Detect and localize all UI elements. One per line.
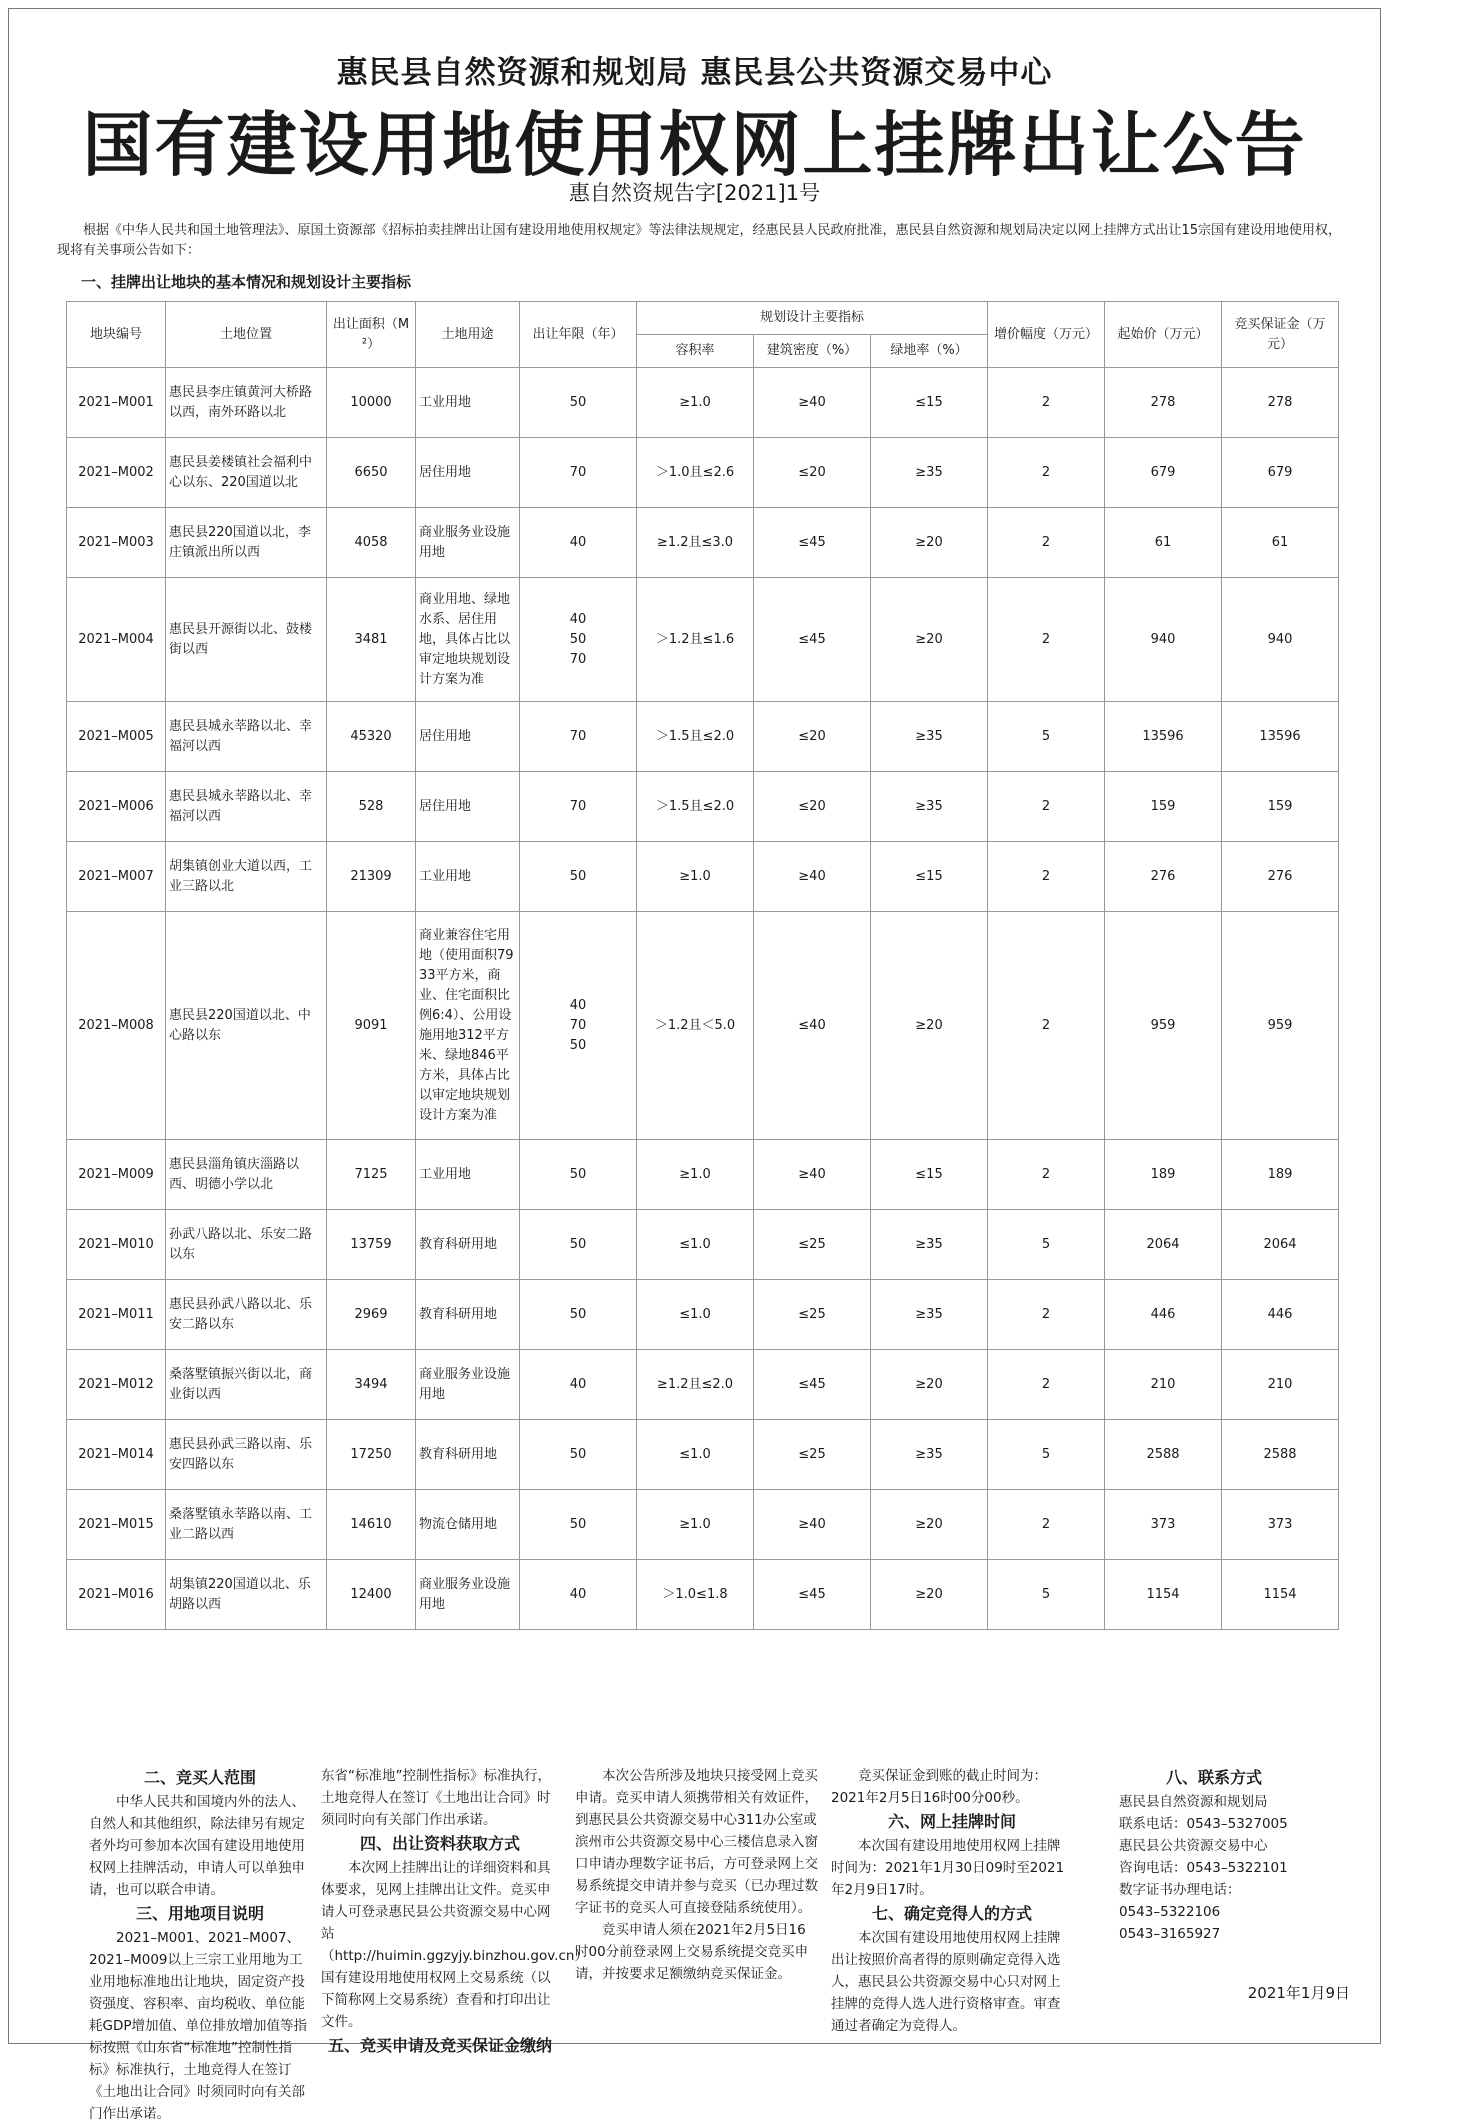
cell-green: ≥20: [871, 1490, 988, 1560]
cell-use: 工业用地: [416, 368, 520, 438]
contact-line: 惠民县公共资源交易中心: [1119, 1838, 1268, 1854]
cell-density: ≤45: [754, 1350, 871, 1420]
section-2-title: 二、竞买人范围: [143, 1768, 256, 1787]
cell-deposit: 959: [1222, 912, 1339, 1140]
cell-density: ≤20: [754, 772, 871, 842]
cell-start-price: 2588: [1105, 1420, 1222, 1490]
section-5-text-2: 竞买申请人须在2021年2月5日16时00分前登录网上交易系统提交竞买申请，并按要求足额缴纳竞买保证金。: [575, 1922, 809, 1982]
header-deposit: 竞买保证金（万元）: [1222, 302, 1339, 368]
cell-use: 商业服务业设施用地: [416, 1560, 520, 1630]
page-title: 国有建设用地使用权网上挂牌出让公告: [82, 104, 1307, 186]
cell-start-price: 446: [1105, 1280, 1222, 1350]
cell-increment: 2: [988, 1280, 1105, 1350]
cell-density: ≤25: [754, 1210, 871, 1280]
cell-use: 商业服务业设施用地: [416, 508, 520, 578]
cell-density: ≤45: [754, 508, 871, 578]
cell-id: 2021–M010: [67, 1210, 166, 1280]
cell-location: 惠民县孙武三路以南、乐安四路以东: [166, 1420, 327, 1490]
cell-deposit: 210: [1222, 1350, 1339, 1420]
cell-area: 10000: [327, 368, 416, 438]
cell-term: 40: [520, 1350, 637, 1420]
section-5-text-1: 本次公告所涉及地块只接受网上竞买申请。竞买申请人须携带相关有效证件，到惠民县公共资源交易中心311办公室或滨州市公共资源交易中心三楼信息录入窗口申请办理数字证书后，方可登录网上交易系统提交申请并参与竞买（已办理过数字证书的竞买人可直接登陆系统使用）。: [575, 1768, 818, 1916]
contact-line: 数字证书办理电话：: [1119, 1882, 1241, 1898]
column-1: [89, 1765, 311, 2122]
cell-term: 50: [520, 1280, 637, 1350]
cell-increment: 2: [988, 842, 1105, 912]
cell-id: 2021–M007: [67, 842, 166, 912]
cell-deposit: 2588: [1222, 1420, 1339, 1490]
cell-area: 2969: [327, 1280, 416, 1350]
cell-increment: 2: [988, 508, 1105, 578]
section-3-text-continued: 东省“标准地”控制性指标》标准执行，土地竞得人在签订《土地出让合同》时须同时向有关部门作出承诺。: [321, 1768, 551, 1828]
intro-paragraph: 根据《中华人民共和国土地管理法》、原国土资源部《招标拍卖挂牌出让国有建设用地使用权规定》等法律法规规定，经惠民县人民政府批准，惠民县自然资源和规划局决定以网上挂牌方式出让15宗国有建设用地使用权，现将有关事项公告如下：: [57, 223, 1342, 258]
cell-green: ≥35: [871, 1280, 988, 1350]
announcement-page: [8, 8, 1381, 2122]
table-row: [67, 1490, 1457, 1560]
cell-location: 惠民县城永莘路以北、幸福河以西: [166, 772, 327, 842]
header-increment: 增价幅度（万元）: [988, 302, 1105, 368]
cell-use: 工业用地: [416, 1140, 520, 1210]
cell-location: 孙武八路以北、乐安二路以东: [166, 1210, 327, 1280]
cell-area: 3481: [327, 578, 416, 702]
cell-increment: 5: [988, 1420, 1105, 1490]
cell-far: ≥1.0: [637, 842, 754, 912]
header-plan-group: 规划设计主要指标: [637, 302, 988, 335]
contact-list: [1089, 1791, 1339, 1945]
section-5-title: 五、竞买申请及竞买保证金缴纳: [327, 2036, 552, 2055]
cell-area: 45320: [327, 702, 416, 772]
cell-far: ≥1.0: [637, 1490, 754, 1560]
cell-location: 桑落墅镇永莘路以南、工业二路以西: [166, 1490, 327, 1560]
cell-id: 2021–M012: [67, 1350, 166, 1420]
cell-id: 2021–M008: [67, 912, 166, 1140]
cell-far: ＞1.5且≤2.0: [637, 702, 754, 772]
cell-start-price: 679: [1105, 438, 1222, 508]
cell-location: 惠民县220国道以北，李庄镇派出所以西: [166, 508, 327, 578]
cell-start-price: 159: [1105, 772, 1222, 842]
cell-density: ≤25: [754, 1280, 871, 1350]
table-row: [67, 508, 1457, 578]
cell-area: 13759: [327, 1210, 416, 1280]
cell-density: ≥40: [754, 1140, 871, 1210]
cell-deposit: 61: [1222, 508, 1339, 578]
cell-start-price: 2064: [1105, 1210, 1222, 1280]
cell-use: 教育科研用地: [416, 1210, 520, 1280]
cell-start-price: 373: [1105, 1490, 1222, 1560]
cell-green: ≥20: [871, 508, 988, 578]
table-row: [67, 1350, 1457, 1420]
header-use: 土地用途: [416, 302, 520, 368]
section-3-text: 2021–M001、2021–M007、2021–M009以上三宗工业用地为工业用地标准地出让地块，固定资产投资强度、容积率、亩均税收、单位能耗GDP增加值、单位排放增加值等指标按照《山东省“标准地”控制性指标》标准执行，土地竞得人在签订《土地出让合同》时须同时向有关部门作出承诺。: [89, 1930, 307, 2122]
column-4: [831, 1765, 1073, 2037]
cell-location: 桑落墅镇振兴街以北，商业街以西: [166, 1350, 327, 1420]
cell-location: 惠民县220国道以北、中心路以东: [166, 912, 327, 1140]
cell-density: ≥40: [754, 368, 871, 438]
cell-id: 2021–M005: [67, 702, 166, 772]
cell-deposit: 2064: [1222, 1210, 1339, 1280]
cell-far: ≥1.2且≤3.0: [637, 508, 754, 578]
section-5-text-3: 竞买保证金到账的截止时间为：2021年2月5日16时00分00秒。: [831, 1768, 1047, 1806]
header-term: 出让年限（年）: [520, 302, 637, 368]
cell-far: ＞1.5且≤2.0: [637, 772, 754, 842]
contact-line: 咨询电话：0543–5322101: [1119, 1860, 1288, 1876]
cell-area: 3494: [327, 1350, 416, 1420]
cell-start-price: 189: [1105, 1140, 1222, 1210]
column-5: [1089, 1765, 1339, 1945]
cell-green: ≥35: [871, 438, 988, 508]
cell-green: ≥35: [871, 1210, 988, 1280]
cell-id: 2021–M014: [67, 1420, 166, 1490]
cell-density: ≥40: [754, 1490, 871, 1560]
column-3: [575, 1765, 819, 1985]
cell-start-price: 61: [1105, 508, 1222, 578]
column-2: [321, 1765, 588, 2059]
cell-location: 惠民县李庄镇黄河大桥路以西，南外环路以北: [166, 368, 327, 438]
cell-far: ＞1.2且≤1.6: [637, 578, 754, 702]
cell-deposit: 276: [1222, 842, 1339, 912]
cell-term: 50: [520, 1420, 637, 1490]
cell-area: 528: [327, 772, 416, 842]
header-density: 建筑密度（%）: [754, 335, 871, 368]
section-6-title: 六、网上挂牌时间: [887, 1812, 1016, 1831]
cell-far: ≥1.2且≤2.0: [637, 1350, 754, 1420]
cell-area: 17250: [327, 1420, 416, 1490]
cell-far: ＞1.2且＜5.0: [637, 912, 754, 1140]
cell-use: 居住用地: [416, 772, 520, 842]
cell-density: ≥40: [754, 842, 871, 912]
cell-density: ≤45: [754, 1560, 871, 1630]
cell-location: 惠民县淄角镇庆淄路以西、明德小学以北: [166, 1140, 327, 1210]
cell-far: ≥1.0: [637, 1140, 754, 1210]
table-row: [67, 438, 1457, 508]
cell-green: ≥20: [871, 912, 988, 1140]
cell-location: 胡集镇220国道以北、乐胡路以西: [166, 1560, 327, 1630]
table-row: [67, 772, 1457, 842]
table-row: [67, 1420, 1457, 1490]
cell-density: ≤20: [754, 702, 871, 772]
section-6-text: 本次国有建设用地使用权网上挂牌时间为：2021年1月30日09时至2021年2月9日17时。: [831, 1838, 1065, 1898]
cell-id: 2021–M009: [67, 1140, 166, 1210]
cell-far: ＞1.0≤1.8: [637, 1560, 754, 1630]
section-7-title: 七、确定竞得人的方式: [871, 1904, 1032, 1923]
cell-area: 4058: [327, 508, 416, 578]
cell-far: ≤1.0: [637, 1280, 754, 1350]
header-green: 绿地率（%）: [871, 335, 988, 368]
section-2-text: 中华人民共和国境内外的法人、自然人和其他组织，除法律另有规定者外均可参加本次国有建设用地使用权网上挂牌活动，申请人可以单独申请，也可以联合申请。: [89, 1794, 305, 1898]
cell-use: 教育科研用地: [416, 1420, 520, 1490]
header-far: 容积率: [637, 335, 754, 368]
cell-start-price: 1154: [1105, 1560, 1222, 1630]
cell-start-price: 276: [1105, 842, 1222, 912]
cell-increment: 2: [988, 1490, 1105, 1560]
cell-green: ≥20: [871, 1560, 988, 1630]
cell-term: 40 50 70: [520, 578, 637, 702]
cell-start-price: 278: [1105, 368, 1222, 438]
cell-term: 50: [520, 368, 637, 438]
cell-increment: 5: [988, 1210, 1105, 1280]
cell-id: 2021–M015: [67, 1490, 166, 1560]
cell-use: 商业用地、绿地水系、居住用地，具体占比以审定地块规划设计方案为准: [416, 578, 520, 702]
cell-deposit: 189: [1222, 1140, 1339, 1210]
section-8-title: 八、联系方式: [1165, 1768, 1262, 1787]
cell-green: ≥20: [871, 578, 988, 702]
cell-increment: 2: [988, 1350, 1105, 1420]
cell-green: ≤15: [871, 368, 988, 438]
header-location: 土地位置: [166, 302, 327, 368]
cell-use: 物流仓储用地: [416, 1490, 520, 1560]
cell-far: ≥1.0: [637, 368, 754, 438]
cell-increment: 2: [988, 368, 1105, 438]
section-4-title: 四、出让资料获取方式: [359, 1834, 520, 1853]
cell-deposit: 373: [1222, 1490, 1339, 1560]
cell-use: 居住用地: [416, 702, 520, 772]
cell-far: ＞1.0且≤2.6: [637, 438, 754, 508]
contact-line: 惠民县自然资源和规划局: [1119, 1794, 1268, 1810]
contact-line: 0543–3165927: [1119, 1926, 1221, 1942]
cell-term: 40: [520, 1560, 637, 1630]
header-start-price: 起始价（万元）: [1105, 302, 1222, 368]
cell-use: 商业兼容住宅用地（使用面积7933平方米，商业、住宅面积比例6:4）、公用设施用地312平方米、绿地846平方米，具体占比以审定地块规划设计方案为准: [416, 912, 520, 1140]
cell-area: 12400: [327, 1560, 416, 1630]
section-1-title: 一、挂牌出让地块的基本情况和规划设计主要指标: [81, 273, 412, 291]
table-row: [67, 368, 1457, 438]
cell-use: 居住用地: [416, 438, 520, 508]
publish-date: 2021年1月9日: [1247, 1984, 1350, 2002]
cell-green: ≥35: [871, 1420, 988, 1490]
cell-increment: 5: [988, 1560, 1105, 1630]
cell-green: ≤15: [871, 842, 988, 912]
cell-deposit: 159: [1222, 772, 1339, 842]
cell-far: ≤1.0: [637, 1420, 754, 1490]
table-row: [67, 1560, 1457, 1630]
cell-term: 70: [520, 702, 637, 772]
cell-green: ≤15: [871, 1140, 988, 1210]
cell-start-price: 210: [1105, 1350, 1222, 1420]
cell-id: 2021–M011: [67, 1280, 166, 1350]
cell-term: 50: [520, 1210, 637, 1280]
land-parcel-table: [66, 301, 1457, 1630]
cell-id: 2021–M004: [67, 578, 166, 702]
section-7-text: 本次国有建设用地使用权网上挂牌出让按照价高者得的原则确定竞得入选人，惠民县公共资源交易中心只对网上挂牌的竞得人选人进行资格审查。审查通过者确定为竞得人。: [831, 1930, 1061, 2034]
cell-area: 6650: [327, 438, 416, 508]
contact-line: 0543–5322106: [1119, 1904, 1221, 1920]
cell-green: ≥20: [871, 1350, 988, 1420]
contact-line: 联系电话：0543–5327005: [1119, 1816, 1288, 1832]
cell-use: 工业用地: [416, 842, 520, 912]
cell-term: 70: [520, 772, 637, 842]
cell-id: 2021–M003: [67, 508, 166, 578]
table-row: [67, 578, 1457, 702]
cell-deposit: 940: [1222, 578, 1339, 702]
cell-use: 教育科研用地: [416, 1280, 520, 1350]
publishers-line: 惠民县自然资源和规划局 惠民县公共资源交易中心: [336, 55, 1053, 91]
cell-location: 惠民县开源街以北、鼓楼街以西: [166, 578, 327, 702]
cell-area: 9091: [327, 912, 416, 1140]
cell-location: 惠民县姜楼镇社会福利中心以东、220国道以北: [166, 438, 327, 508]
cell-increment: 2: [988, 438, 1105, 508]
section-4-text: 本次网上挂牌出让的详细资料和具体要求，见网上挂牌出让文件。竞买申请人可登录惠民县公共资源交易中心网站（http://huimin.ggzyjy.binzhou.gov.cn）国有建设用地使用权网上交易系统（以下简称网上交易系统）查看和打印出让文件。: [321, 1860, 588, 2030]
cell-deposit: 13596: [1222, 702, 1339, 772]
cell-deposit: 1154: [1222, 1560, 1339, 1630]
table-row: [67, 1210, 1457, 1280]
cell-start-price: 959: [1105, 912, 1222, 1140]
cell-id: 2021–M001: [67, 368, 166, 438]
table-row: [67, 842, 1457, 912]
cell-far: ≤1.0: [637, 1210, 754, 1280]
cell-deposit: 446: [1222, 1280, 1339, 1350]
cell-deposit: 278: [1222, 368, 1339, 438]
cell-use: 商业服务业设施用地: [416, 1350, 520, 1420]
cell-deposit: 679: [1222, 438, 1339, 508]
cell-term: 70: [520, 438, 637, 508]
cell-area: 7125: [327, 1140, 416, 1210]
cell-density: ≤45: [754, 578, 871, 702]
table-row: [67, 1280, 1457, 1350]
cell-id: 2021–M002: [67, 438, 166, 508]
cell-density: ≤20: [754, 438, 871, 508]
cell-term: 40: [520, 508, 637, 578]
table-row: [67, 1140, 1457, 1210]
document-reference: 惠自然资规告字[2021]1号: [568, 181, 821, 205]
section-3-title: 三、用地项目说明: [135, 1904, 264, 1923]
cell-term: 50: [520, 1490, 637, 1560]
cell-id: 2021–M006: [67, 772, 166, 842]
table-row: [67, 702, 1457, 772]
cell-start-price: 940: [1105, 578, 1222, 702]
cell-term: 40 70 50: [520, 912, 637, 1140]
cell-location: 惠民县孙武八路以北、乐安二路以东: [166, 1280, 327, 1350]
cell-term: 50: [520, 842, 637, 912]
cell-area: 21309: [327, 842, 416, 912]
cell-green: ≥35: [871, 772, 988, 842]
cell-area: 14610: [327, 1490, 416, 1560]
table-body: [67, 368, 1457, 1630]
cell-increment: 2: [988, 772, 1105, 842]
cell-id: 2021–M016: [67, 1560, 166, 1630]
cell-location: 胡集镇创业大道以西，工业三路以北: [166, 842, 327, 912]
header-id: 地块编号: [67, 302, 166, 368]
cell-increment: 2: [988, 578, 1105, 702]
cell-density: ≤25: [754, 1420, 871, 1490]
cell-start-price: 13596: [1105, 702, 1222, 772]
cell-location: 惠民县城永莘路以北、幸福河以西: [166, 702, 327, 772]
cell-density: ≤40: [754, 912, 871, 1140]
table-row: [67, 912, 1457, 1140]
cell-green: ≥35: [871, 702, 988, 772]
cell-increment: 5: [988, 702, 1105, 772]
cell-increment: 2: [988, 1140, 1105, 1210]
header-area: 出让面积（M²）: [327, 302, 416, 368]
cell-term: 50: [520, 1140, 637, 1210]
cell-increment: 2: [988, 912, 1105, 1140]
